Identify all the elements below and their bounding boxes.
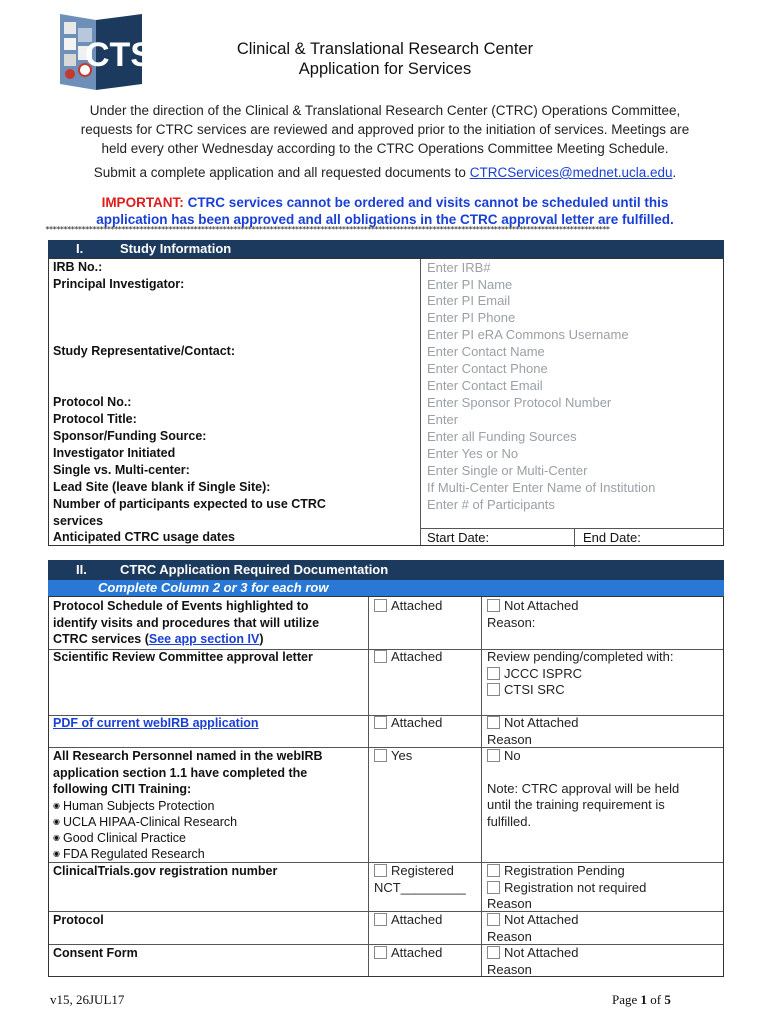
investigator-field[interactable]: Enter Yes or No (427, 446, 519, 461)
contact-email-field[interactable]: Enter Contact Email (427, 378, 543, 393)
protocol-attached-option[interactable]: Attached (374, 912, 482, 929)
checkbox[interactable] (487, 683, 500, 696)
checkbox[interactable] (487, 946, 500, 959)
checkbox[interactable] (487, 864, 500, 877)
irb-field[interactable]: Enter IRB# (427, 260, 491, 275)
label-protocol-title: Protocol Title: (53, 412, 137, 426)
label-irb: IRB No.: (53, 260, 103, 274)
lead-site-field[interactable]: If Multi-Center Enter Name of Institution (427, 480, 656, 495)
section-1-header: I. Study Information (48, 240, 724, 258)
registered-option[interactable]: Registered NCT_________ (374, 863, 482, 896)
jccc-ispric-option[interactable]: JCCC ISPRC (487, 666, 723, 683)
submit-instructions: Submit a complete application and all requested documents to CTRCServices@mednet.ucla.edu. (93, 165, 677, 180)
registration-options: Registration Pending Registration not required Reason (487, 863, 723, 913)
personnel-no-option: No Note: CTRC approval will be held until the training requirement is fulfilled. (487, 748, 723, 830)
participants-field[interactable]: Enter # of Participants (427, 497, 555, 512)
label-pi: Principal Investigator: (53, 277, 185, 291)
pdf-attached-option[interactable]: Attached (374, 715, 482, 732)
row-consent-label: Consent Form (53, 946, 138, 960)
contact-phone-field[interactable]: Enter Contact Phone (427, 361, 548, 376)
label-rep: Study Representative/Contact: (53, 344, 235, 358)
review-attached-option[interactable]: Attached (374, 649, 482, 666)
label-protocol-no: Protocol No.: (53, 395, 132, 409)
protocol-not-attached-option[interactable]: Not Attached Reason (487, 912, 579, 944)
pi-era-field[interactable]: Enter PI eRA Commons Username (427, 327, 629, 342)
important-notice: IMPORTANT: CTRC services cannot be ordered and visits cannot be scheduled until this application has been approved and all obligations in the CTRC approval letter are fulfilled. (96, 195, 674, 227)
single-multi-field[interactable]: Enter Single or Multi-Center (427, 463, 588, 478)
ctsi-src-option[interactable]: CTSI SRC (487, 682, 723, 699)
sponsor-field[interactable]: Enter all Funding Sources (427, 429, 577, 444)
row-personnel-label: All Research Personnel named in the webIRB application section 1.1 have completed the following CITI Training: ◉ Human Subjects Protection ◉ UCLA HIPAA-Clinical Research ◉ Good Clinical Practice ◉ FDA Regulated Research (53, 748, 365, 862)
schedule-attached-option[interactable]: Attached (374, 598, 482, 615)
label-lead-site: Lead Site (leave blank if Single Site): (53, 480, 271, 494)
label-participants: Number of participants expected to use CTRC services (53, 497, 326, 528)
page-number: Page 1 of 5 (612, 992, 671, 1007)
label-single-multi: Single vs. Multi-center: (53, 463, 190, 477)
checkbox[interactable] (374, 716, 387, 729)
checkbox[interactable] (487, 749, 500, 762)
checkbox[interactable] (374, 749, 387, 762)
usage-dates-row (421, 528, 724, 546)
pi-email-field[interactable]: Enter PI Email (427, 293, 511, 308)
label-investigator: Investigator Initiated (53, 446, 176, 460)
checkbox[interactable] (487, 913, 500, 926)
svg-text:CTS: CTS (85, 36, 153, 74)
star-divider: ************************************************************************************************************************************************************ (45, 225, 610, 234)
checkbox[interactable] (374, 599, 387, 612)
schedule-not-attached-option[interactable]: Not Attached Reason: (487, 598, 579, 630)
registration-not-required-option[interactable]: Registration not required (487, 880, 723, 897)
contact-name-field[interactable]: Enter Contact Name (427, 344, 545, 359)
pdf-not-attached-option[interactable]: Not Attached Reason (487, 715, 579, 747)
row-clinicaltrials-label: ClinicalTrials.gov registration number (53, 864, 278, 878)
label-sponsor: Sponsor/Funding Source: (53, 429, 207, 443)
required-documentation-table (48, 596, 724, 977)
training-note: Note: CTRC approval will be held until the training requirement is fulfilled. (487, 780, 680, 829)
personnel-yes-option[interactable]: Yes (374, 748, 482, 765)
checkbox[interactable] (487, 716, 500, 729)
checkbox[interactable] (374, 946, 387, 959)
doc-title-line2: Application for Services (298, 60, 472, 78)
section-2-header: II. CTRC Application Required Documentation (48, 560, 724, 580)
doc-title-line1: Clinical & Translational Research Center (236, 40, 534, 58)
see-section-iv-link[interactable]: See app section IV (148, 632, 260, 646)
ctrc-email-link[interactable]: CTRCServices@mednet.ucla.edu (469, 165, 673, 180)
consent-not-attached-option[interactable]: Not Attached Reason (487, 945, 579, 977)
protocol-title-field[interactable]: Enter (427, 412, 459, 427)
row-protocol-label: Protocol (53, 913, 104, 927)
consent-attached-option[interactable]: Attached (374, 945, 482, 962)
citi-training-list: ◉ Human Subjects Protection ◉ UCLA HIPAA-Clinical Research ◉ Good Clinical Practice ◉ FDA Regulated Research (53, 798, 365, 862)
nct-number-field[interactable]: NCT_________ (374, 879, 466, 895)
review-pending-options: Review pending/completed with: JCCC ISPRC CTSI SRC (487, 649, 723, 699)
webirb-pdf-link[interactable]: PDF of current webIRB application (53, 716, 259, 730)
checkbox[interactable] (374, 650, 387, 663)
version-label: v15, 26JUL17 (50, 992, 125, 1007)
row-schedule-label: Protocol Schedule of Events highlighted to identify visits and procedures that will utilize CTRC services (See app section IV) (53, 599, 320, 646)
end-date-field[interactable]: End Date: (583, 530, 641, 545)
registration-pending-option[interactable]: Registration Pending (487, 863, 723, 880)
label-dates: Anticipated CTRC usage dates (53, 530, 235, 544)
study-information-table (48, 258, 724, 546)
checkbox[interactable] (487, 667, 500, 680)
protocol-no-field[interactable]: Enter Sponsor Protocol Number (427, 395, 612, 410)
checkbox[interactable] (487, 881, 500, 894)
row-pdf-label (53, 715, 365, 732)
row-review-label: Scientific Review Committee approval letter (53, 650, 313, 664)
start-date-field[interactable]: Start Date: (427, 530, 490, 545)
checkbox[interactable] (487, 599, 500, 612)
pi-name-field[interactable]: Enter PI Name (427, 277, 513, 292)
section-2-subheader: Complete Column 2 or 3 for each row (48, 580, 724, 596)
checkbox[interactable] (374, 913, 387, 926)
checkbox[interactable] (374, 864, 387, 877)
pi-phone-field[interactable]: Enter PI Phone (427, 310, 516, 325)
intro-text: Under the direction of the Clinical & Translational Research Center (CTRC) Operations Committee, requests for CTRC services are reviewed and approved prior to the initiation of services. Meetings are held every other Wednesday according to the CTRC Operations Committee Meeting Schedule. (80, 103, 690, 156)
